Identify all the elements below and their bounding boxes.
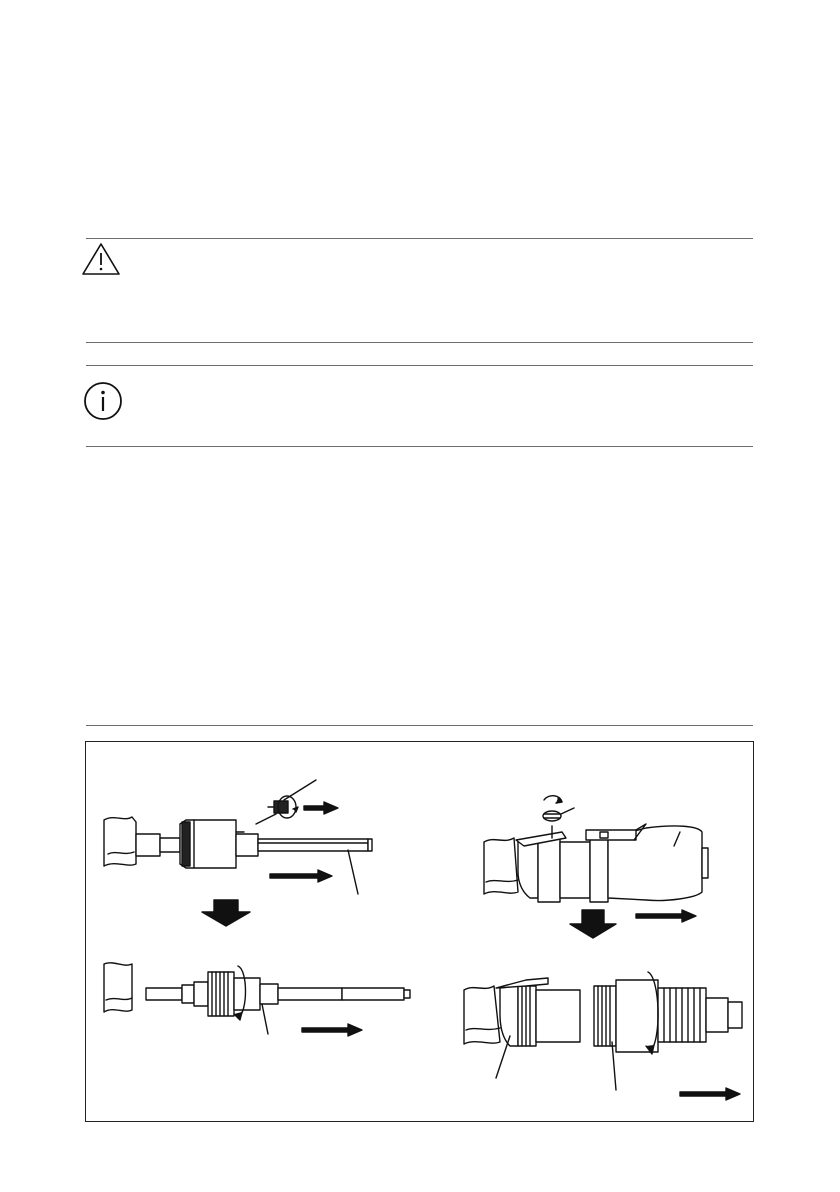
assembly-figure — [85, 741, 754, 1122]
panel-unscrew-adapter-pull-rod — [104, 963, 410, 1036]
panel-remove-pin-and-rod — [104, 780, 372, 926]
note-bottom-rule — [86, 446, 753, 447]
figure-top-rule — [86, 725, 753, 726]
warning-top-rule — [86, 238, 753, 239]
warning-bottom-rule — [86, 342, 753, 343]
warning-triangle-icon — [80, 242, 122, 281]
panel-remove-clamp-and-cap — [484, 796, 708, 938]
note-top-rule — [86, 365, 753, 366]
info-circle-icon — [82, 380, 124, 427]
panel-unscrew-sleeve-pull-off — [464, 972, 742, 1100]
